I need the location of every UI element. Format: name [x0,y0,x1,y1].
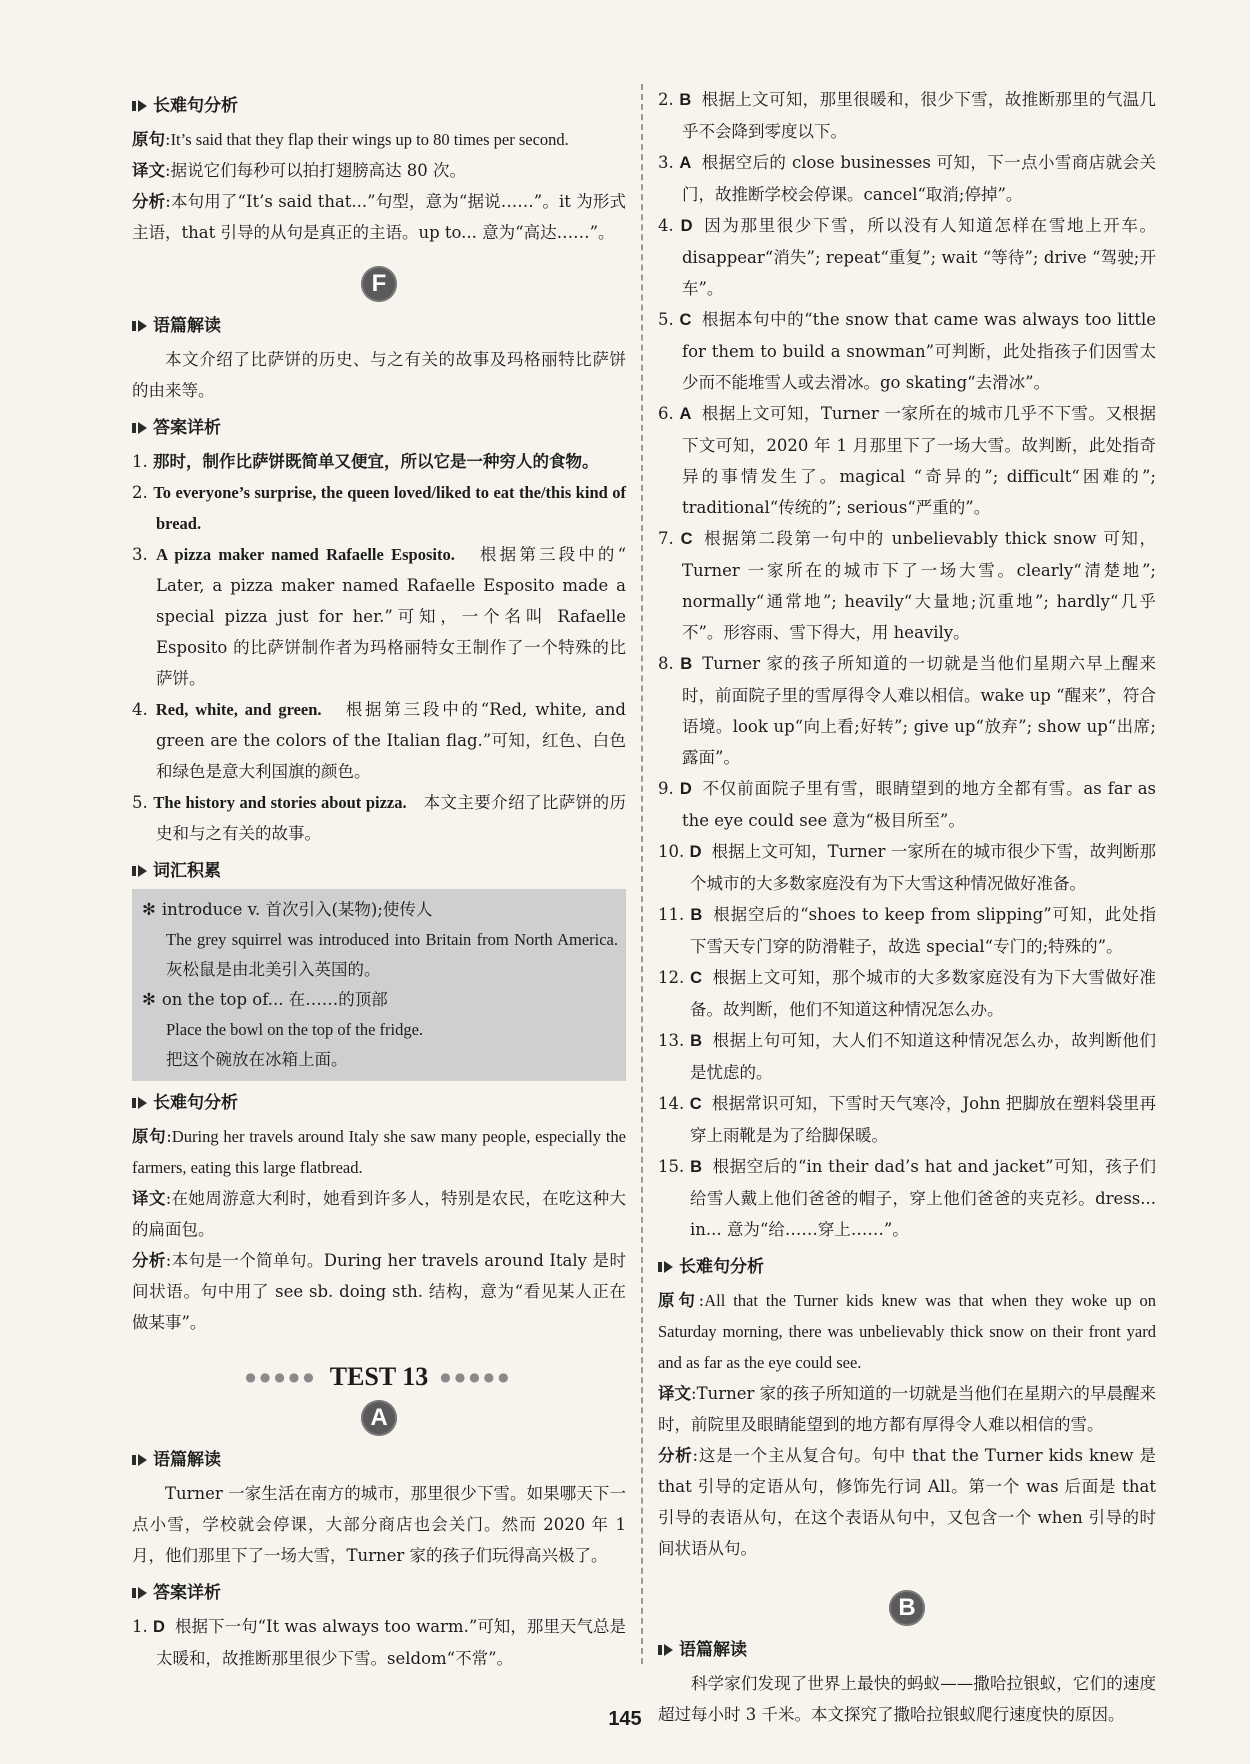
decor-dots-right: ●●●●● [440,1370,513,1384]
heading-arrow-icon [664,1261,673,1273]
answer-item: 6. A 根据上文可知，Turner 一家所在的城市几乎不下雪。又根据下文可知，2020 年 1 月那里下了一场大雪。故判断，此处指奇异的事情发生了。magical “奇异的”; difficult“困难的”; traditional“传统的”; serious“严重的”。 [658,404,1156,517]
answer-item: 1. 那时，制作比萨饼既简单又便宜，所以它是一种穷人的食物。 [132,452,599,471]
right-column [658,84,1156,1730]
heading-arrow-icon [138,865,147,877]
vocab-example: Place the bowl on the top of the fridge. [166,1020,424,1039]
passage-summary: Turner 一家生活在南方的城市，那里很少下雪。如果哪天下一点小雪，学校就会停课，大部分商店也会关门。然而 2020 年 1 月，他们那里下了一场大雪，Turner 家的孩子们玩得高兴极了。 [132,1484,626,1565]
heading-arrow-icon [138,1097,147,1109]
section-heading: 长难句分析 [658,1253,1156,1281]
answer-item: 2. B 根据上文可知，那里很暖和，很少下雪，故推断那里的气温几乎不会降到零度以下。 [658,90,1157,141]
heading-marker-icon [658,1645,662,1655]
translation: 译文:在她周游意大利时，她看到许多人，特别是农民，在吃这种大的扁面包。 [132,1189,627,1239]
column-divider [641,84,643,1664]
heading-arrow-icon [138,1587,147,1599]
answer-item: 9. D 不仅前面院子里有雪，眼睛望到的地方全都有雪。as far as the eye could see 意为“极目所至”。 [658,779,1156,830]
test-title [132,1362,626,1392]
passage-badge-f: F [361,266,397,302]
section-heading: 语篇解读 [132,1446,626,1474]
section-heading: 答案详析 [132,414,626,442]
original-sentence: 原句:During her travels around Italy she saw many people, especially the farmers, eating this large flatbread. [132,1127,626,1177]
heading-arrow-icon [138,1454,147,1466]
heading-arrow-icon [138,100,147,112]
heading-marker-icon [132,423,136,433]
page-number: 145 [608,1708,642,1730]
answer-item: 11. B 根据空后的“shoes to keep from slipping”可知，此处指下雪天专门穿的防滑鞋子，故选 special“专门的;特殊的”。 [658,905,1156,956]
vocab-example: The grey squirrel was introduced into Britain from North America. 灰松鼠是由北美引入英国的。 [166,930,618,979]
answer-item: 1. D 根据下一句“It was always too warm.”可知，那里天气总是太暖和，故推断那里很少下雪。seldom“不常”。 [132,1617,626,1668]
analysis: 分析:本句用了“It’s said that...”句型，意为“据说……”。it 为形式主语，that 引导的从句是真正的主语。up to... 意为“高达……”。 [132,192,627,242]
answer-item: 15. B 根据空后的“in their dad’s hat and jacket”可知，孩子们给雪人戴上他们爸爸的帽子，穿上他们爸爸的夹克衫。dress... in... 意为“给……穿上……”。 [658,1157,1156,1239]
asterisk-icon: ✻ [142,900,156,919]
original-sentence: 原句:All that the Turner kids knew was that when they woke up on Saturday morning, there was unbelievably thick snow on their front yard and as far as the eye could see. [658,1291,1157,1372]
heading-marker-icon [132,1588,136,1598]
answer-item: 14. C 根据常识可知，下雪时天气寒冷，John 把脚放在塑料袋里再穿上雨靴是为了给脚保暖。 [658,1094,1157,1145]
left-column [132,84,626,1674]
answer-item: 8. B Turner 家的孩子所知道的一切就是当他们星期六早上醒来时，前面院子里的雪厚得令人难以相信。wake up “醒来”，符合语境。look up“向上看;好转”; give up“放弃”; show up“出席;露面”。 [658,654,1156,767]
answer-item: 5. C 根据本句中的“the snow that came was always too little for them to build a snowman”可判断，此处指孩子们因雪太少而不能堆雪人或去滑冰。go skating“去滑冰”。 [658,310,1157,392]
heading-arrow-icon [138,320,147,332]
section-heading: 长难句分析 [132,92,626,120]
vocabulary-box [132,889,626,1081]
heading-arrow-icon [138,422,147,434]
section-heading: 词汇积累 [132,857,626,885]
asterisk-icon: ✻ [142,990,156,1009]
vocab-example-translation: 把这个碗放在冰箱上面。 [166,1050,348,1069]
passage-badge-a: A [361,1400,397,1436]
heading-marker-icon [132,1455,136,1465]
passage-summary: 本文介绍了比萨饼的历史、与之有关的故事及玛格丽特比萨饼的由来等。 [132,350,626,400]
vocab-term: ✻ on the top of... 在……的顶部 [142,990,388,1009]
answer-item: 7. C 根据第二段第一句中的 unbelievably thick snow 可知，Turner 一家所在的城市下了一场大雪。clearly“清楚地”; normally“通常地”; heavily“大量地;沉重地”; hardly“几乎不”。形容雨、雪下得大，用 heavily。 [658,529,1156,642]
analysis: 分析:这是一个主从复合句。句中 that the Turner kids knew 是 that 引导的定语从句，修饰先行词 All。第一个 was 后面是 that 引导的表语从句，在这个表语从句中，又包含一个 when 引导的时间状语从句。 [658,1446,1157,1558]
answer-item: 4. Red, white, and green. 根据第三段中的“Red, white, and green are the colors of the Italian flag.”可知，红色、白色和绿色是意大利国旗的颜色。 [132,700,626,781]
section-heading: 语篇解读 [658,1636,1156,1664]
heading-marker-icon [132,101,136,111]
passage-summary: 科学家们发现了世界上最快的蚂蚁——撒哈拉银蚁，它们的速度超过每小时 3 千米。本文探究了撒哈拉银蚁爬行速度快的原因。 [658,1674,1156,1724]
vocab-term: ✻ introduce v. 首次引入(某物);使传人 [142,900,433,919]
translation: 译文:据说它们每秒可以拍打翅膀高达 80 次。 [132,161,467,180]
analysis: 分析:本句是一个简单句。During her travels around Italy 是时间状语。句中用了 see sb. doing sth. 结构，意为“看见某人正在做某事”。 [132,1251,626,1332]
section-heading: 长难句分析 [132,1089,626,1117]
passage-badge-b: B [889,1590,925,1626]
heading-marker-icon [132,866,136,876]
decor-dots-left: ●●●●● [245,1370,318,1384]
section-heading: 答案详析 [132,1579,626,1607]
heading-arrow-icon [664,1644,673,1656]
answer-item: 3. A pizza maker named Rafaelle Esposito. 根据第三段中的“ Later, a pizza maker named Rafaelle Esposito made a special pizza just for her.”可知，一个名叫 Rafaelle Esposito 的比萨饼制作者为玛格丽特女王制作了一个特殊的比萨饼。 [132,545,627,688]
answer-item: 5. The history and stories about pizza. 本文主要介绍了比萨饼的历史和与之有关的故事。 [132,793,626,843]
answer-item: 13. B 根据上句可知，大人们不知道这种情况怎么办，故判断他们是忧虑的。 [658,1031,1157,1082]
answer-item: 4. D 因为那里很少下雪，所以没有人知道怎样在雪地上开车。disappear“消失”; repeat“重复”; wait “等待”; drive “驾驶;开车”。 [658,216,1157,298]
answer-item: 2. To everyone’s surprise, the queen loved/liked to eat the/this kind of bread. [132,483,626,533]
answer-item: 10. D 根据上文可知，Turner 一家所在的城市很少下雪，故判断那个城市的大多数家庭没有为下大雪这种情况做好准备。 [658,842,1156,893]
heading-marker-icon [132,321,136,331]
answer-item: 12. C 根据上文可知，那个城市的大多数家庭没有为下大雪做好准备。故判断，他们不知道这种情况怎么办。 [658,968,1157,1019]
translation: 译文:Turner 家的孩子所知道的一切就是当他们在星期六的早晨醒来时，前院里及眼睛能望到的地方都有厚得令人难以相信的雪。 [658,1384,1156,1434]
original-sentence: 原句:It’s said that they flap their wings up to 80 times per second. [132,130,569,149]
test-title-text: TEST 13 [329,1362,429,1391]
heading-marker-icon [658,1262,662,1272]
section-heading: 语篇解读 [132,312,626,340]
heading-marker-icon [132,1098,136,1108]
answer-item: 3. A 根据空后的 close businesses 可知，下一点小雪商店就会关门，故推断学校会停课。cancel“取消;停掉”。 [658,153,1156,204]
